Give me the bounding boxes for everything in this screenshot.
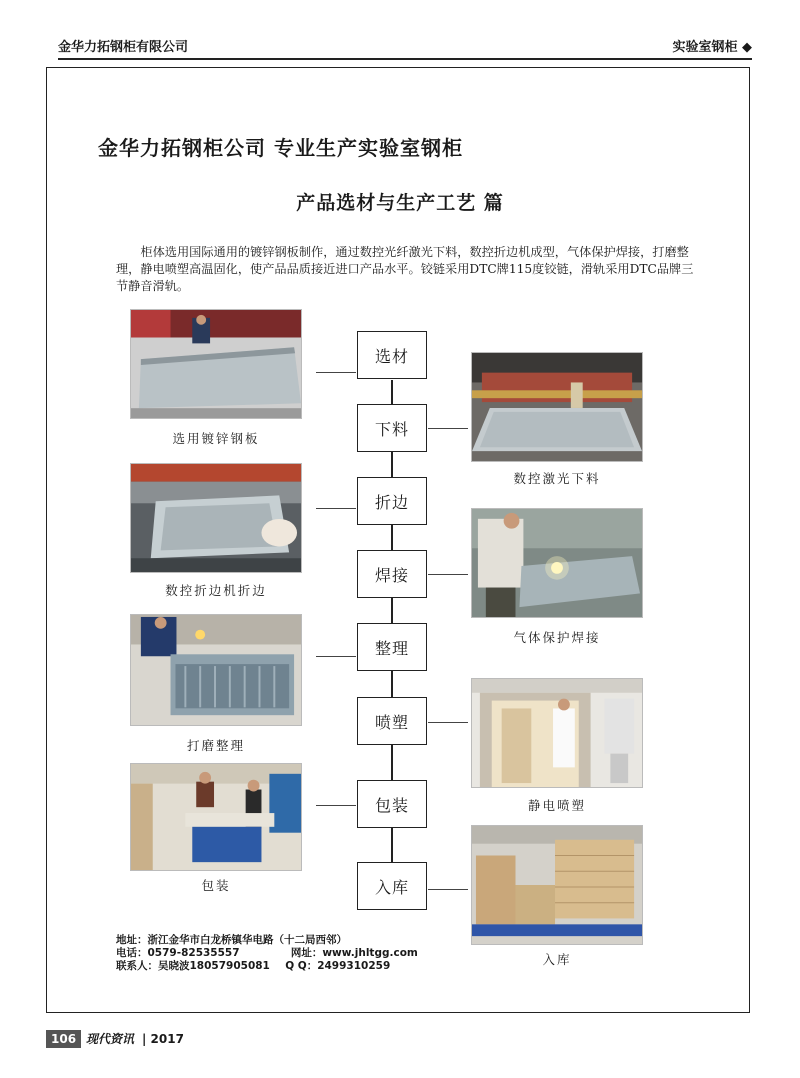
photo-storage	[471, 825, 643, 945]
contact-person: 联系人：吴晓波18057905081	[116, 960, 270, 972]
header-company: 金华力拓钢柜有限公司	[58, 40, 189, 55]
contact-phone-line	[116, 947, 418, 960]
step-weld: 焊接	[357, 550, 427, 598]
caption-bend: 数控折边机折边	[165, 583, 267, 598]
connector-pack	[316, 805, 356, 806]
header-section: 实验室钢柜 ◆	[672, 40, 752, 55]
photo-select-steel	[130, 309, 302, 419]
caption-spray: 静电喷塑	[527, 798, 586, 813]
photo-bending	[130, 463, 302, 573]
contact-website: 网址：www.jhltgg.com	[290, 947, 418, 959]
page-title: 金华力拓钢柜公司 专业生产实验室钢柜	[98, 136, 463, 160]
photo-grinding	[130, 614, 302, 726]
caption-store: 入库	[542, 952, 572, 967]
contact-qq: Q Q：2499310259	[285, 960, 391, 972]
step-select: 选材	[357, 331, 427, 379]
connector-weld	[428, 574, 468, 575]
page-subtitle: 产品选材与生产工艺 篇	[296, 192, 504, 214]
photo-welding	[471, 508, 643, 618]
photo-spraying	[471, 678, 643, 788]
caption-pack: 包装	[201, 878, 231, 893]
header-rule	[58, 58, 752, 60]
caption-grind: 打磨整理	[186, 738, 245, 753]
photo-packing	[130, 763, 302, 871]
connector-store	[428, 889, 468, 890]
step-bend: 折边	[357, 477, 427, 525]
magazine-name: 现代资讯	[86, 1032, 135, 1046]
contact-phone: 电话：0579-82535557	[116, 947, 240, 959]
step-cut: 下料	[357, 404, 427, 452]
caption-laser: 数控激光下料	[513, 471, 601, 486]
contact-person-line	[116, 960, 418, 973]
connector-select	[316, 372, 356, 373]
intro-paragraph: 柜体选用国际通用的镀锌钢板制作，通过数控光纤激光下料，数控折边机成型，气体保护焊接，打磨整理，静电喷塑高温固化，使产品品质接近进口产品水平。铰链采用DTC牌115度铰链，滑轨采用DTC品牌三节静音滑轨。	[116, 245, 694, 293]
connector-bend	[316, 508, 356, 509]
step-grind: 整理	[357, 623, 427, 671]
step-pack: 包装	[357, 780, 427, 828]
magazine-year: | 2017	[142, 1032, 184, 1046]
connector-spray	[428, 722, 468, 723]
photo-laser-cutting	[471, 352, 643, 462]
contact-block	[116, 934, 418, 973]
caption-weld: 气体保护焊接	[513, 630, 601, 645]
step-store: 入库	[357, 862, 427, 910]
page-number: 106	[46, 1030, 81, 1048]
connector-cut	[428, 428, 468, 429]
step-spray: 喷塑	[357, 697, 427, 745]
connector-grind	[316, 656, 356, 657]
contact-address: 地址：浙江金华市白龙桥镇华电路（十二局西邻）	[116, 934, 347, 946]
caption-select: 选用镀锌钢板	[172, 431, 260, 446]
